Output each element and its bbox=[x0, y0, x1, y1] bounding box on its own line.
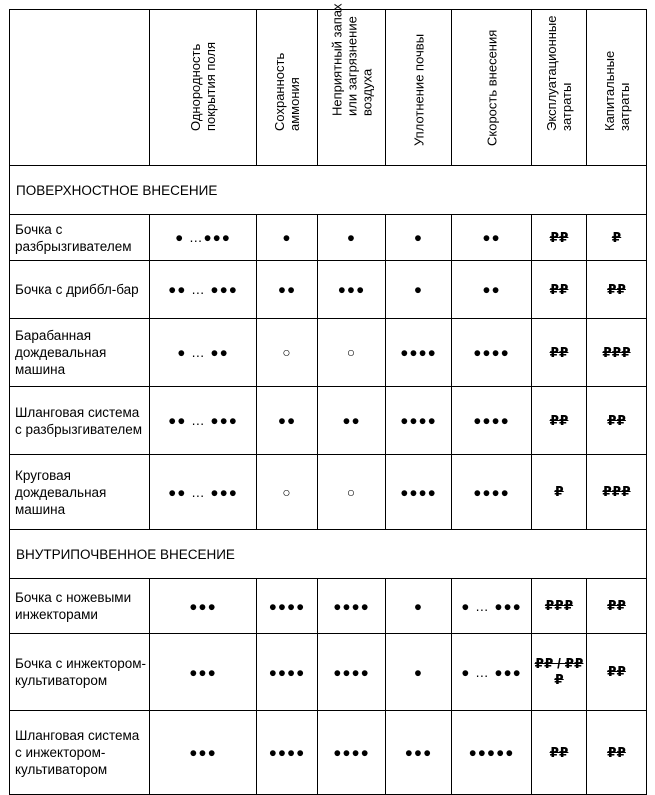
rating-cell: ● … ●● bbox=[150, 319, 257, 387]
column-header-label: Уплотнение почвы bbox=[411, 33, 426, 146]
cost-cell: ₽₽ bbox=[587, 634, 647, 711]
table-row bbox=[10, 711, 647, 795]
rating-cell: ●●●● bbox=[386, 319, 452, 387]
rating-cell: ●●●●● bbox=[452, 711, 532, 795]
header-1 bbox=[150, 10, 257, 166]
rating-cell: ● … ●●● bbox=[452, 634, 532, 711]
cost-cell: ₽₽ bbox=[587, 261, 647, 319]
rating-cell: ●●●● bbox=[386, 455, 452, 530]
section-row bbox=[10, 530, 647, 579]
column-header-label: Капитальные затраты bbox=[601, 50, 632, 131]
rating-cell: ●● … ●●● bbox=[150, 387, 257, 455]
cost-cell: ₽₽ bbox=[532, 711, 587, 795]
cost-cell: ₽₽ / ₽₽₽ bbox=[532, 634, 587, 711]
header-3 bbox=[318, 3, 386, 166]
rating-cell: ● bbox=[257, 215, 318, 261]
rating-cell: ● bbox=[386, 215, 452, 261]
header-6 bbox=[532, 10, 587, 166]
section-title: ВНУТРИПОЧВЕННОЕ ВНЕСЕНИЕ bbox=[10, 530, 647, 579]
header-7 bbox=[587, 10, 647, 166]
row-label: Бочка с ножевыми инжекторами bbox=[10, 579, 150, 634]
rating-cell: ●●●● bbox=[386, 387, 452, 455]
rating-cell: ●●●● bbox=[257, 579, 318, 634]
table-row bbox=[10, 634, 647, 711]
rating-cell: ● bbox=[386, 634, 452, 711]
rating-cell: ● bbox=[386, 261, 452, 319]
row-label: Шланговая система с инжектором-культиватором bbox=[10, 711, 150, 795]
rating-cell: ○ bbox=[318, 455, 386, 530]
column-header-label: Неприятный запах или загрязнение воздуха bbox=[329, 3, 374, 116]
table-row bbox=[10, 261, 647, 319]
cost-cell: ₽₽ bbox=[532, 215, 587, 261]
cost-cell: ₽ bbox=[532, 455, 587, 530]
rating-cell: ●●● bbox=[150, 711, 257, 795]
cost-cell: ₽₽₽ bbox=[587, 319, 647, 387]
header-corner bbox=[10, 10, 150, 166]
comparison-table bbox=[9, 3, 647, 795]
row-label: Круговая дождевальная машина bbox=[10, 455, 150, 530]
cost-cell: ₽₽₽ bbox=[532, 579, 587, 634]
rating-cell: ●●● bbox=[318, 261, 386, 319]
column-header-label: Скорость внесения bbox=[484, 29, 499, 146]
rating-cell: ○ bbox=[257, 319, 318, 387]
cost-cell: ₽₽ bbox=[587, 387, 647, 455]
cost-cell: ₽₽ bbox=[587, 711, 647, 795]
rating-cell: ●● bbox=[318, 387, 386, 455]
section-title: ПОВЕРХНОСТНОЕ ВНЕСЕНИЕ bbox=[10, 166, 647, 215]
table-row bbox=[10, 579, 647, 634]
table-row bbox=[10, 319, 647, 387]
rating-cell: ● bbox=[386, 579, 452, 634]
rating-cell: ●●●● bbox=[452, 319, 532, 387]
header-row bbox=[10, 10, 647, 166]
row-label: Барабанная дождевальная машина bbox=[10, 319, 150, 387]
cost-cell: ₽₽ bbox=[532, 261, 587, 319]
table-row bbox=[10, 215, 647, 261]
rating-cell: ●●● bbox=[150, 579, 257, 634]
rating-cell: ●● … ●●● bbox=[150, 261, 257, 319]
row-label: Бочка с разбрызгивателем bbox=[10, 215, 150, 261]
rating-cell: ○ bbox=[318, 319, 386, 387]
cost-cell: ₽₽ bbox=[532, 387, 587, 455]
rating-cell: ● … ●●● bbox=[452, 579, 532, 634]
rating-cell: ●●● bbox=[150, 634, 257, 711]
row-label: Бочка с инжектором-культиватором bbox=[10, 634, 150, 711]
rating-cell: ●●●● bbox=[318, 634, 386, 711]
rating-cell: ●● bbox=[257, 387, 318, 455]
rating-cell: ● bbox=[318, 215, 386, 261]
header-4 bbox=[386, 10, 452, 166]
rating-cell: ●●● bbox=[386, 711, 452, 795]
rating-cell: ●● bbox=[452, 215, 532, 261]
rating-cell: ●●●● bbox=[318, 711, 386, 795]
table-row bbox=[10, 387, 647, 455]
rating-cell: ●● bbox=[452, 261, 532, 319]
column-header-label: Однородность покрытия поля bbox=[188, 41, 218, 131]
cost-cell: ₽₽₽ bbox=[587, 455, 647, 530]
column-header-label: Сохранность аммония bbox=[272, 52, 302, 131]
table-row bbox=[10, 455, 647, 530]
rating-cell: ●●●● bbox=[318, 579, 386, 634]
rating-cell: ●●●● bbox=[452, 387, 532, 455]
column-header-label: Эксплуатационные затраты bbox=[544, 15, 574, 131]
header-2 bbox=[257, 10, 318, 166]
rating-cell: ●●●● bbox=[257, 711, 318, 795]
cost-cell: ₽₽ bbox=[532, 319, 587, 387]
cost-cell: ₽ bbox=[587, 215, 647, 261]
rating-cell: ●● bbox=[257, 261, 318, 319]
rating-cell: ● …●●● bbox=[150, 215, 257, 261]
section-row bbox=[10, 166, 647, 215]
rating-cell: ●●●● bbox=[452, 455, 532, 530]
cost-cell: ₽₽ bbox=[587, 579, 647, 634]
rating-cell: ●● … ●●● bbox=[150, 455, 257, 530]
header-5 bbox=[452, 10, 532, 166]
rating-cell: ●●●● bbox=[257, 634, 318, 711]
rating-cell: ○ bbox=[257, 455, 318, 530]
row-label: Бочка с дриббл-бар bbox=[10, 261, 150, 319]
row-label: Шланговая система с разбрызгивателем bbox=[10, 387, 150, 455]
